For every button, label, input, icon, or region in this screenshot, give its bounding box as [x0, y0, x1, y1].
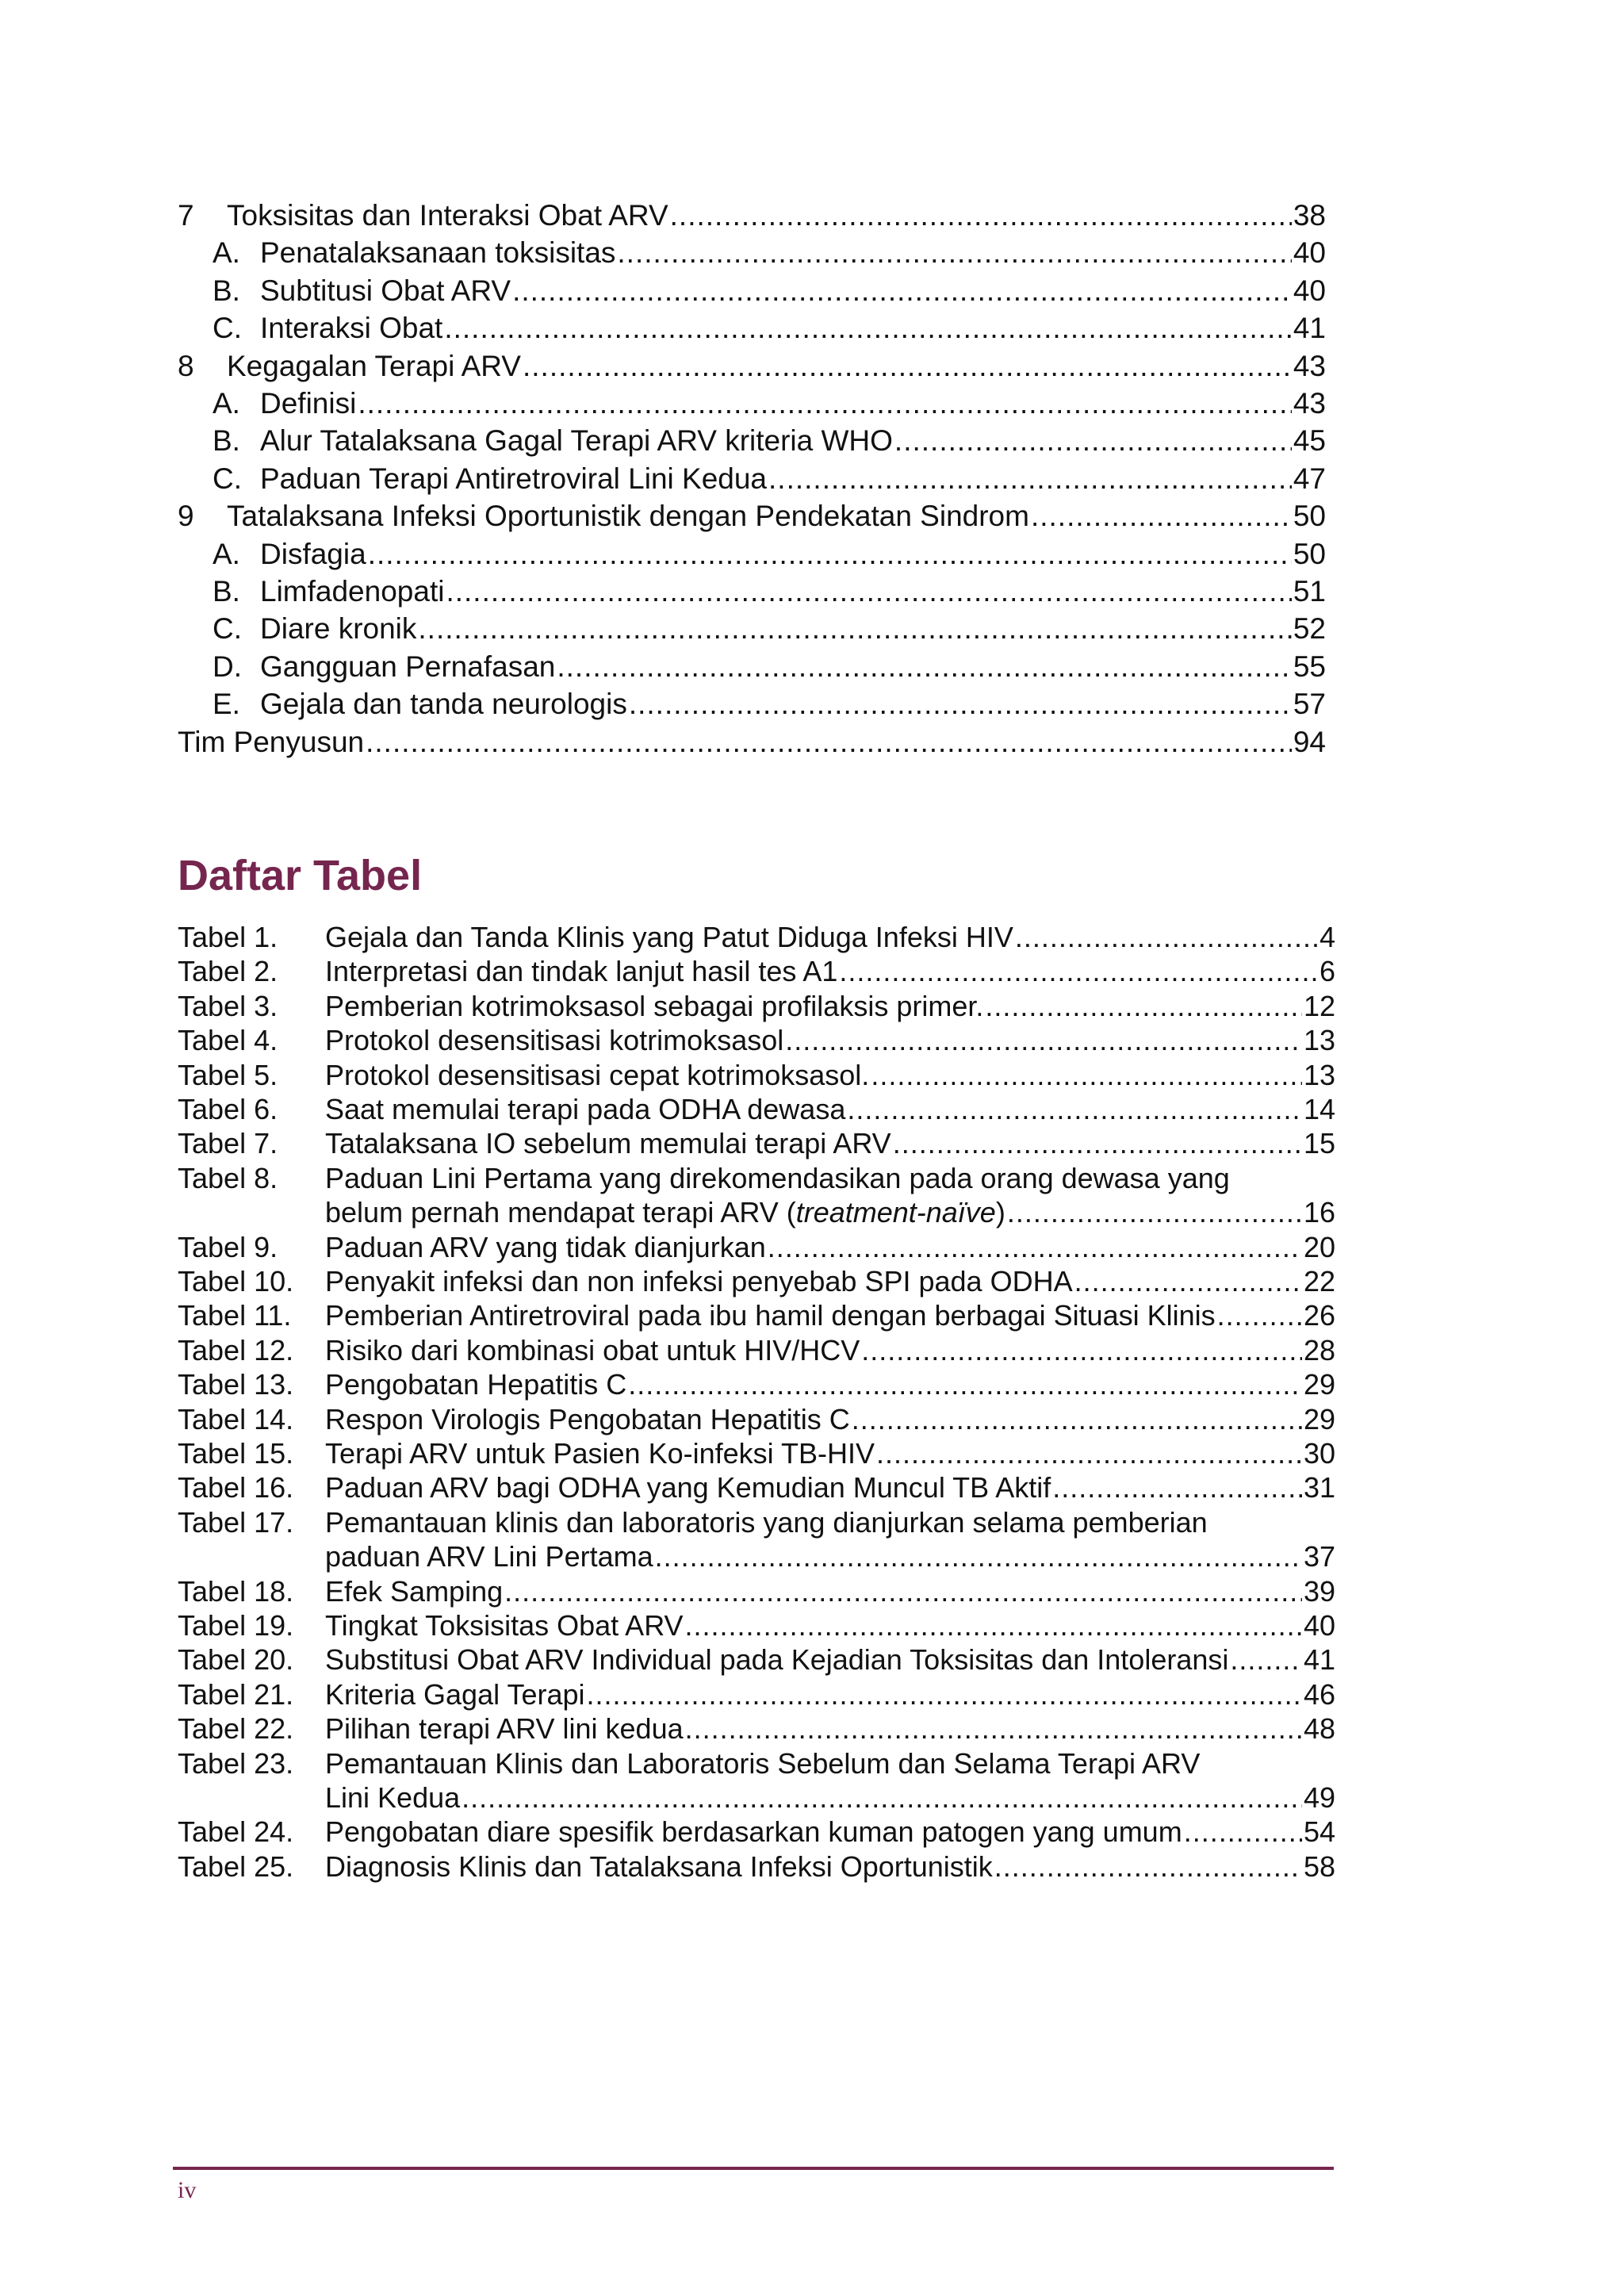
toc-page-number: 47	[1293, 462, 1326, 495]
table-title: Gejala dan Tanda Klinis yang Patut Diduga Infeksi HIV	[325, 921, 1013, 953]
table-entry[interactable]	[178, 1711, 1335, 1746]
table-label: Tabel 25.	[178, 1849, 294, 1883]
toc-title: Interaksi Obat	[260, 312, 443, 345]
toc-entry-tim-penyusun[interactable]	[178, 723, 1326, 761]
table-page-number: 13	[1303, 1058, 1335, 1091]
dot-leader	[985, 989, 1302, 1024]
table-title: Pemberian Antiretroviral pada ibu hamil dengan berbagai Situasi Klinis	[325, 1299, 1216, 1332]
dot-leader	[768, 1230, 1302, 1265]
table-label: Tabel 3.	[178, 989, 278, 1022]
toc-number: 7	[178, 199, 194, 232]
table-page-number: 49	[1303, 1781, 1335, 1814]
dot-leader	[1074, 1264, 1302, 1299]
table-title-continued	[325, 1539, 653, 1574]
toc-entry[interactable]	[213, 573, 1326, 611]
dot-leader	[358, 385, 1292, 423]
table-title: Diagnosis Klinis dan Tatalaksana Infeksi Oportunistik	[325, 1849, 993, 1883]
table-entry[interactable]	[178, 989, 1335, 1024]
table-entry[interactable]	[178, 954, 1335, 989]
table-page-number: 29	[1303, 1368, 1335, 1401]
table-title: Respon Virologis Pengobatan Hepatitis C	[325, 1402, 850, 1435]
dot-leader	[670, 197, 1292, 235]
table-page-number: 41	[1303, 1643, 1335, 1677]
dot-leader	[894, 422, 1292, 460]
dot-leader	[504, 1574, 1302, 1609]
toc-page-number: 45	[1293, 424, 1326, 458]
table-label: Tabel 1.	[178, 921, 278, 953]
table-entry-continuation[interactable]	[325, 1195, 1335, 1230]
dot-leader	[1230, 1642, 1302, 1677]
toc-page-number: 40	[1293, 236, 1326, 270]
toc-page-number: 50	[1293, 537, 1326, 570]
toc-entry[interactable]	[213, 234, 1326, 272]
table-title: Protokol desensitisasi cepat kotrimoksasol.	[325, 1058, 870, 1091]
table-entry[interactable]	[178, 920, 1335, 955]
table-title-continued	[325, 1780, 460, 1815]
toc-entry[interactable]	[213, 610, 1326, 648]
table-title: Pemberian kotrimoksasol sebagai profilaksis primer.	[325, 989, 984, 1022]
toc-entry[interactable]	[213, 685, 1326, 723]
dot-leader	[557, 648, 1291, 686]
table-label: Tabel 19.	[178, 1609, 294, 1642]
table-page-number: 16	[1303, 1196, 1335, 1229]
dot-leader	[629, 685, 1292, 723]
toc-page-number: 43	[1293, 387, 1326, 420]
dot-leader	[839, 954, 1318, 989]
table-page-number: 46	[1303, 1677, 1335, 1711]
table-page-number: 26	[1303, 1299, 1335, 1332]
title-text: Lini Kedua	[325, 1781, 461, 1814]
dot-leader	[512, 272, 1292, 310]
table-label: Tabel 17.	[178, 1505, 294, 1539]
toc-entry[interactable]	[213, 648, 1326, 686]
table-title: Substitusi Obat ARV Individual pada Kejadian Toksisitas dan Intoleransi	[325, 1643, 1229, 1677]
toc-number: A.	[213, 236, 240, 270]
toc-page-number: 38	[1293, 199, 1326, 232]
table-label: Tabel 11.	[178, 1299, 292, 1332]
table-title-continued	[325, 1195, 1005, 1230]
table-title: Paduan ARV bagi ODHA yang Kemudian Muncul TB Aktif	[325, 1471, 1051, 1504]
dot-leader	[1031, 497, 1292, 535]
table-entry[interactable]	[178, 1126, 1335, 1161]
table-title: Pengobatan Hepatitis C	[325, 1368, 627, 1401]
toc-number: C.	[213, 312, 242, 345]
toc-title: Diare kronik	[260, 612, 417, 646]
toc-entry[interactable]	[213, 535, 1326, 573]
table-label: Tabel 5.	[178, 1058, 278, 1091]
table-page-number: 30	[1303, 1437, 1335, 1470]
dot-leader	[685, 1608, 1302, 1643]
table-page-number: 13	[1303, 1024, 1335, 1057]
table-page-number: 12	[1303, 989, 1335, 1022]
table-entry[interactable]	[178, 1746, 1335, 1781]
toc-title: Subtitusi Obat ARV	[260, 274, 511, 307]
table-label: Tabel 10.	[178, 1265, 294, 1297]
toc-page-number: 57	[1293, 688, 1326, 721]
toc-title: Gejala dan tanda neurologis	[260, 688, 627, 721]
toc-number: C.	[213, 462, 242, 495]
table-label: Tabel 14.	[178, 1402, 294, 1435]
toc-page-number: 51	[1293, 575, 1326, 608]
dot-leader	[1217, 1298, 1302, 1333]
table-page-number: 37	[1303, 1540, 1335, 1573]
dot-leader	[1052, 1470, 1302, 1505]
table-title: Pemantauan Klinis dan Laboratoris Sebelum dan Selama Terapi ARV	[325, 1746, 1201, 1780]
table-entry[interactable]	[178, 1815, 1335, 1849]
dot-leader	[847, 1092, 1302, 1127]
section-title: Daftar Tabel	[178, 852, 423, 899]
toc-title: Tatalaksana Infeksi Oportunistik dengan Pendekatan Sindrom	[227, 500, 1029, 533]
toc-title: Alur Tatalaksana Gagal Terapi ARV kriteria WHO	[260, 424, 893, 458]
table-label: Tabel 24.	[178, 1815, 294, 1849]
title-text: belum pernah mendapat terapi ARV (	[325, 1196, 796, 1229]
dot-leader	[785, 1023, 1302, 1058]
table-label: Tabel 18.	[178, 1574, 294, 1608]
toc-entry[interactable]	[178, 497, 1326, 535]
table-title: Efek Samping	[325, 1574, 504, 1608]
dot-leader	[366, 723, 1292, 761]
table-entry[interactable]	[178, 1367, 1335, 1402]
toc-number: D.	[213, 650, 242, 683]
dot-leader	[1184, 1815, 1302, 1849]
table-page-number: 22	[1303, 1265, 1335, 1297]
dot-leader	[446, 573, 1291, 611]
table-page-number: 4	[1319, 921, 1335, 953]
table-title: Pengobatan diare spesifik berdasarkan kuman patogen yang umum	[325, 1815, 1182, 1849]
dot-leader	[587, 1677, 1302, 1712]
table-title: Terapi ARV untuk Pasien Ko-infeksi TB-HIV	[325, 1437, 875, 1470]
table-label: Tabel 22.	[178, 1712, 294, 1746]
dot-leader	[1015, 920, 1318, 955]
toc-number: B.	[213, 424, 240, 458]
table-entry[interactable]	[178, 1574, 1335, 1609]
toc-title: Kegagalan Terapi ARV	[227, 349, 521, 382]
toc-title: Definisi	[260, 387, 357, 420]
table-entry[interactable]	[178, 1264, 1335, 1299]
table-page-number: 58	[1303, 1849, 1335, 1883]
dot-leader	[462, 1780, 1302, 1815]
table-title: Tatalaksana IO sebelum memulai terapi ARV	[325, 1127, 891, 1160]
table-entry[interactable]	[178, 1470, 1335, 1505]
dot-leader	[1007, 1195, 1302, 1230]
dot-leader	[852, 1402, 1302, 1437]
footer-rule	[173, 2167, 1334, 2170]
table-page-number: 31	[1303, 1471, 1335, 1504]
toc-number: B.	[213, 274, 240, 307]
toc-entry[interactable]	[213, 460, 1326, 498]
table-page-number: 54	[1303, 1815, 1335, 1849]
table-entry[interactable]	[178, 1092, 1335, 1127]
toc-page-number: 43	[1293, 349, 1326, 382]
table-label: Tabel 6.	[178, 1093, 278, 1125]
table-page-number: 48	[1303, 1712, 1335, 1746]
table-entry[interactable]	[178, 1608, 1335, 1643]
table-label: Tabel 8.	[178, 1161, 278, 1194]
toc-entry[interactable]	[213, 385, 1326, 423]
dot-leader	[523, 347, 1292, 385]
toc-entry[interactable]	[178, 197, 1326, 235]
table-title: Paduan ARV yang tidak dianjurkan	[325, 1230, 766, 1263]
dot-leader	[876, 1436, 1302, 1471]
toc-entry[interactable]	[178, 347, 1326, 385]
table-entry[interactable]	[178, 1058, 1335, 1093]
table-entry[interactable]	[178, 1161, 1335, 1196]
toc-page-number: 55	[1293, 650, 1326, 683]
table-entry[interactable]	[178, 1505, 1335, 1540]
toc-page-number: 52	[1293, 612, 1326, 646]
toc-title: Disfagia	[260, 537, 366, 570]
table-title: Paduan Lini Pertama yang direkomendasikan pada orang dewasa yang	[325, 1161, 1230, 1194]
table-entry[interactable]	[178, 1849, 1335, 1884]
dot-leader	[418, 610, 1291, 648]
table-label: Tabel 13.	[178, 1368, 294, 1401]
toc-entry[interactable]	[213, 309, 1326, 347]
table-title: Protokol desensitisasi kotrimoksasol	[325, 1024, 784, 1057]
table-title: Saat memulai terapi pada ODHA dewasa	[325, 1093, 846, 1125]
toc-page-number: 94	[1293, 725, 1326, 758]
footer-page-number: iv	[178, 2177, 197, 2203]
table-page-number: 20	[1303, 1230, 1335, 1263]
table-title: Kriteria Gagal Terapi	[325, 1677, 585, 1711]
toc-number: A.	[213, 387, 240, 420]
table-title: Interpretasi dan tindak lanjut hasil tes A1	[325, 955, 838, 988]
table-entry[interactable]	[178, 1642, 1335, 1677]
table-label: Tabel 4.	[178, 1024, 278, 1057]
toc-number: C.	[213, 612, 242, 646]
toc-entry[interactable]	[213, 422, 1326, 460]
table-label: Tabel 2.	[178, 955, 278, 988]
table-page-number: 40	[1303, 1609, 1335, 1642]
toc-number: 9	[178, 500, 194, 533]
dot-leader	[994, 1849, 1302, 1884]
title-text: paduan ARV Lini Pertama	[325, 1540, 653, 1573]
table-label: Tabel 16.	[178, 1471, 294, 1504]
dot-leader	[768, 460, 1292, 498]
toc-title: Paduan Terapi Antiretroviral Lini Kedua	[260, 462, 768, 495]
dot-leader	[628, 1367, 1302, 1402]
table-label: Tabel 12.	[178, 1333, 294, 1366]
toc-title: Limfadenopati	[260, 575, 445, 608]
dot-leader	[368, 535, 1292, 573]
title-italic-text: treatment-naïve	[795, 1196, 996, 1229]
toc-page-number: 40	[1293, 274, 1326, 307]
toc-number: 8	[178, 349, 194, 382]
table-page-number: 14	[1303, 1093, 1335, 1125]
table-entry[interactable]	[178, 1023, 1335, 1058]
toc-number: B.	[213, 575, 240, 608]
toc-page-number: 41	[1293, 312, 1326, 345]
table-entry[interactable]	[178, 1436, 1335, 1471]
table-entry[interactable]	[178, 1230, 1335, 1265]
table-label: Tabel 23.	[178, 1746, 294, 1780]
table-entry[interactable]	[178, 1677, 1335, 1712]
table-label: Tabel 15.	[178, 1437, 294, 1470]
toc-page-number: 50	[1293, 500, 1326, 533]
dot-leader	[893, 1126, 1302, 1161]
toc-title: Penatalaksanaan toksisitas	[260, 236, 616, 270]
table-entry-continuation[interactable]	[325, 1780, 1335, 1815]
dot-leader	[685, 1711, 1302, 1746]
toc-entry[interactable]	[213, 272, 1326, 310]
dot-leader	[861, 1333, 1302, 1368]
toc-title: Toksisitas dan Interaksi Obat ARV	[227, 199, 668, 232]
table-title: Pemantauan klinis dan laboratoris yang dianjurkan selama pemberian	[325, 1505, 1208, 1539]
toc-number: A.	[213, 537, 240, 570]
toc-title: Gangguan Pernafasan	[260, 650, 556, 683]
toc-number: E.	[213, 688, 240, 721]
dot-leader	[617, 234, 1291, 272]
table-title: Penyakit infeksi dan non infeksi penyebab SPI pada ODHA	[325, 1265, 1073, 1297]
dot-leader	[871, 1058, 1302, 1093]
table-entry[interactable]	[178, 1333, 1335, 1368]
table-title: Pilihan terapi ARV lini kedua	[325, 1712, 684, 1746]
table-page-number: 28	[1303, 1333, 1335, 1366]
table-title: Risiko dari kombinasi obat untuk HIV/HCV	[325, 1333, 860, 1366]
table-page-number: 39	[1303, 1574, 1335, 1608]
table-label: Tabel 21.	[178, 1677, 294, 1711]
dot-leader	[655, 1539, 1302, 1574]
table-label: Tabel 20.	[178, 1643, 294, 1677]
table-page-number: 15	[1303, 1127, 1335, 1160]
toc-title: Tim Penyusun	[178, 725, 365, 758]
title-text: )	[995, 1196, 1005, 1229]
table-entry[interactable]	[178, 1298, 1335, 1333]
table-label: Tabel 9.	[178, 1230, 278, 1263]
dot-leader	[444, 309, 1292, 347]
table-page-number: 6	[1319, 955, 1335, 988]
table-entry-continuation[interactable]	[325, 1539, 1335, 1574]
table-label: Tabel 7.	[178, 1127, 278, 1160]
table-page-number: 29	[1303, 1402, 1335, 1435]
table-entry[interactable]	[178, 1402, 1335, 1437]
table-title: Tingkat Toksisitas Obat ARV	[325, 1609, 684, 1642]
